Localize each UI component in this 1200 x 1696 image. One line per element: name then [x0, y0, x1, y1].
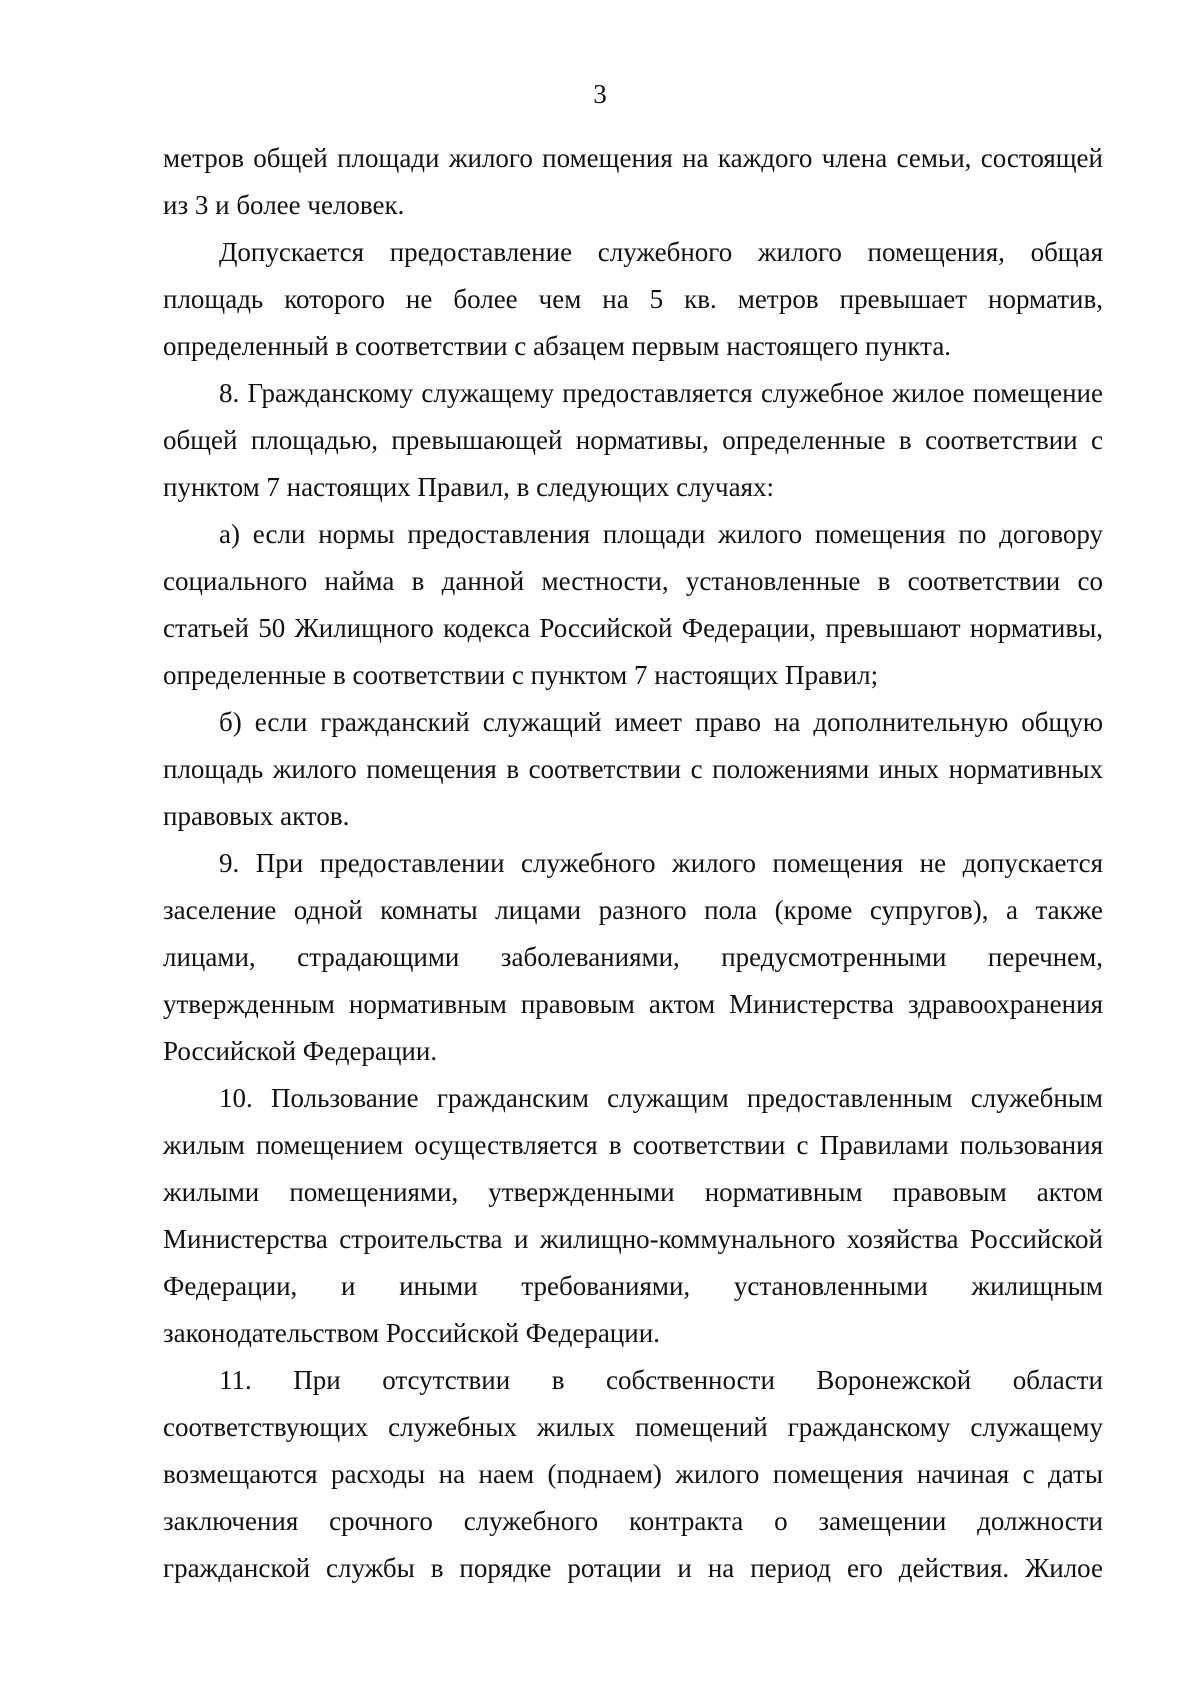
paragraph-allowance: Допускается предоставление служебного жилого помещения, общая площадь которого не более чем на 5 кв. метров превышает норматив, определенный в соответствии с абзацем первым настоящего пункта.	[163, 237, 1103, 361]
paragraph-item-8b: б) если гражданский служащий имеет право на дополнительную общую площадь жилого помещения в соответствии с положениями иных нормативных правовых актов.	[163, 707, 1103, 831]
paragraph-item-9: 9. При предоставлении служебного жилого помещения не допускается заселение одной комнаты лицами разного пола (кроме супругов), а также лицами, страдающими заболеваниями, предусмотренными перечнем, утвержденным нормативным правовым актом Министерства здравоохранения Российской Федерации.	[163, 848, 1103, 1066]
document-body	[163, 135, 1103, 1592]
page-number: 3	[593, 79, 607, 109]
paragraph-item-10: 10. Пользование гражданским служащим предоставленным служебным жилым помещением осуществляется в соответствии с Правилами пользования жилыми помещениями, утвержденными нормативным правовым актом Министерства строительства и жилищно-коммунального хозяйства Российской Федерации, и иными требованиями, установленными жилищным законодательством Российской Федерации.	[163, 1083, 1103, 1348]
paragraph-item-11: 11. При отсутствии в собственности Воронежской области соответствующих служебных жилых помещений гражданскому служащему возмещаются расходы на наем (поднаем) жилого помещения начиная с даты заключения срочного служебного контракта о замещении должности гражданской службы в порядке ротации и на период его действия. Жилое	[163, 1365, 1103, 1583]
paragraph-item-8a: а) если нормы предоставления площади жилого помещения по договору социального найма в данной местности, установленные в соответствии со статьей 50 Жилищного кодекса Российской Федерации, превышают нормативы, определенные в соответствии с пунктом 7 настоящих Правил;	[163, 519, 1103, 690]
paragraph-continued: метров общей площади жилого помещения на каждого члена семьи, состоящей из 3 и более человек.	[163, 143, 1103, 220]
paragraph-item-8: 8. Гражданскому служащему предоставляется служебное жилое помещение общей площадью, превышающей нормативы, определенные в соответствии с пунктом 7 настоящих Правил, в следующих случаях:	[163, 378, 1103, 502]
